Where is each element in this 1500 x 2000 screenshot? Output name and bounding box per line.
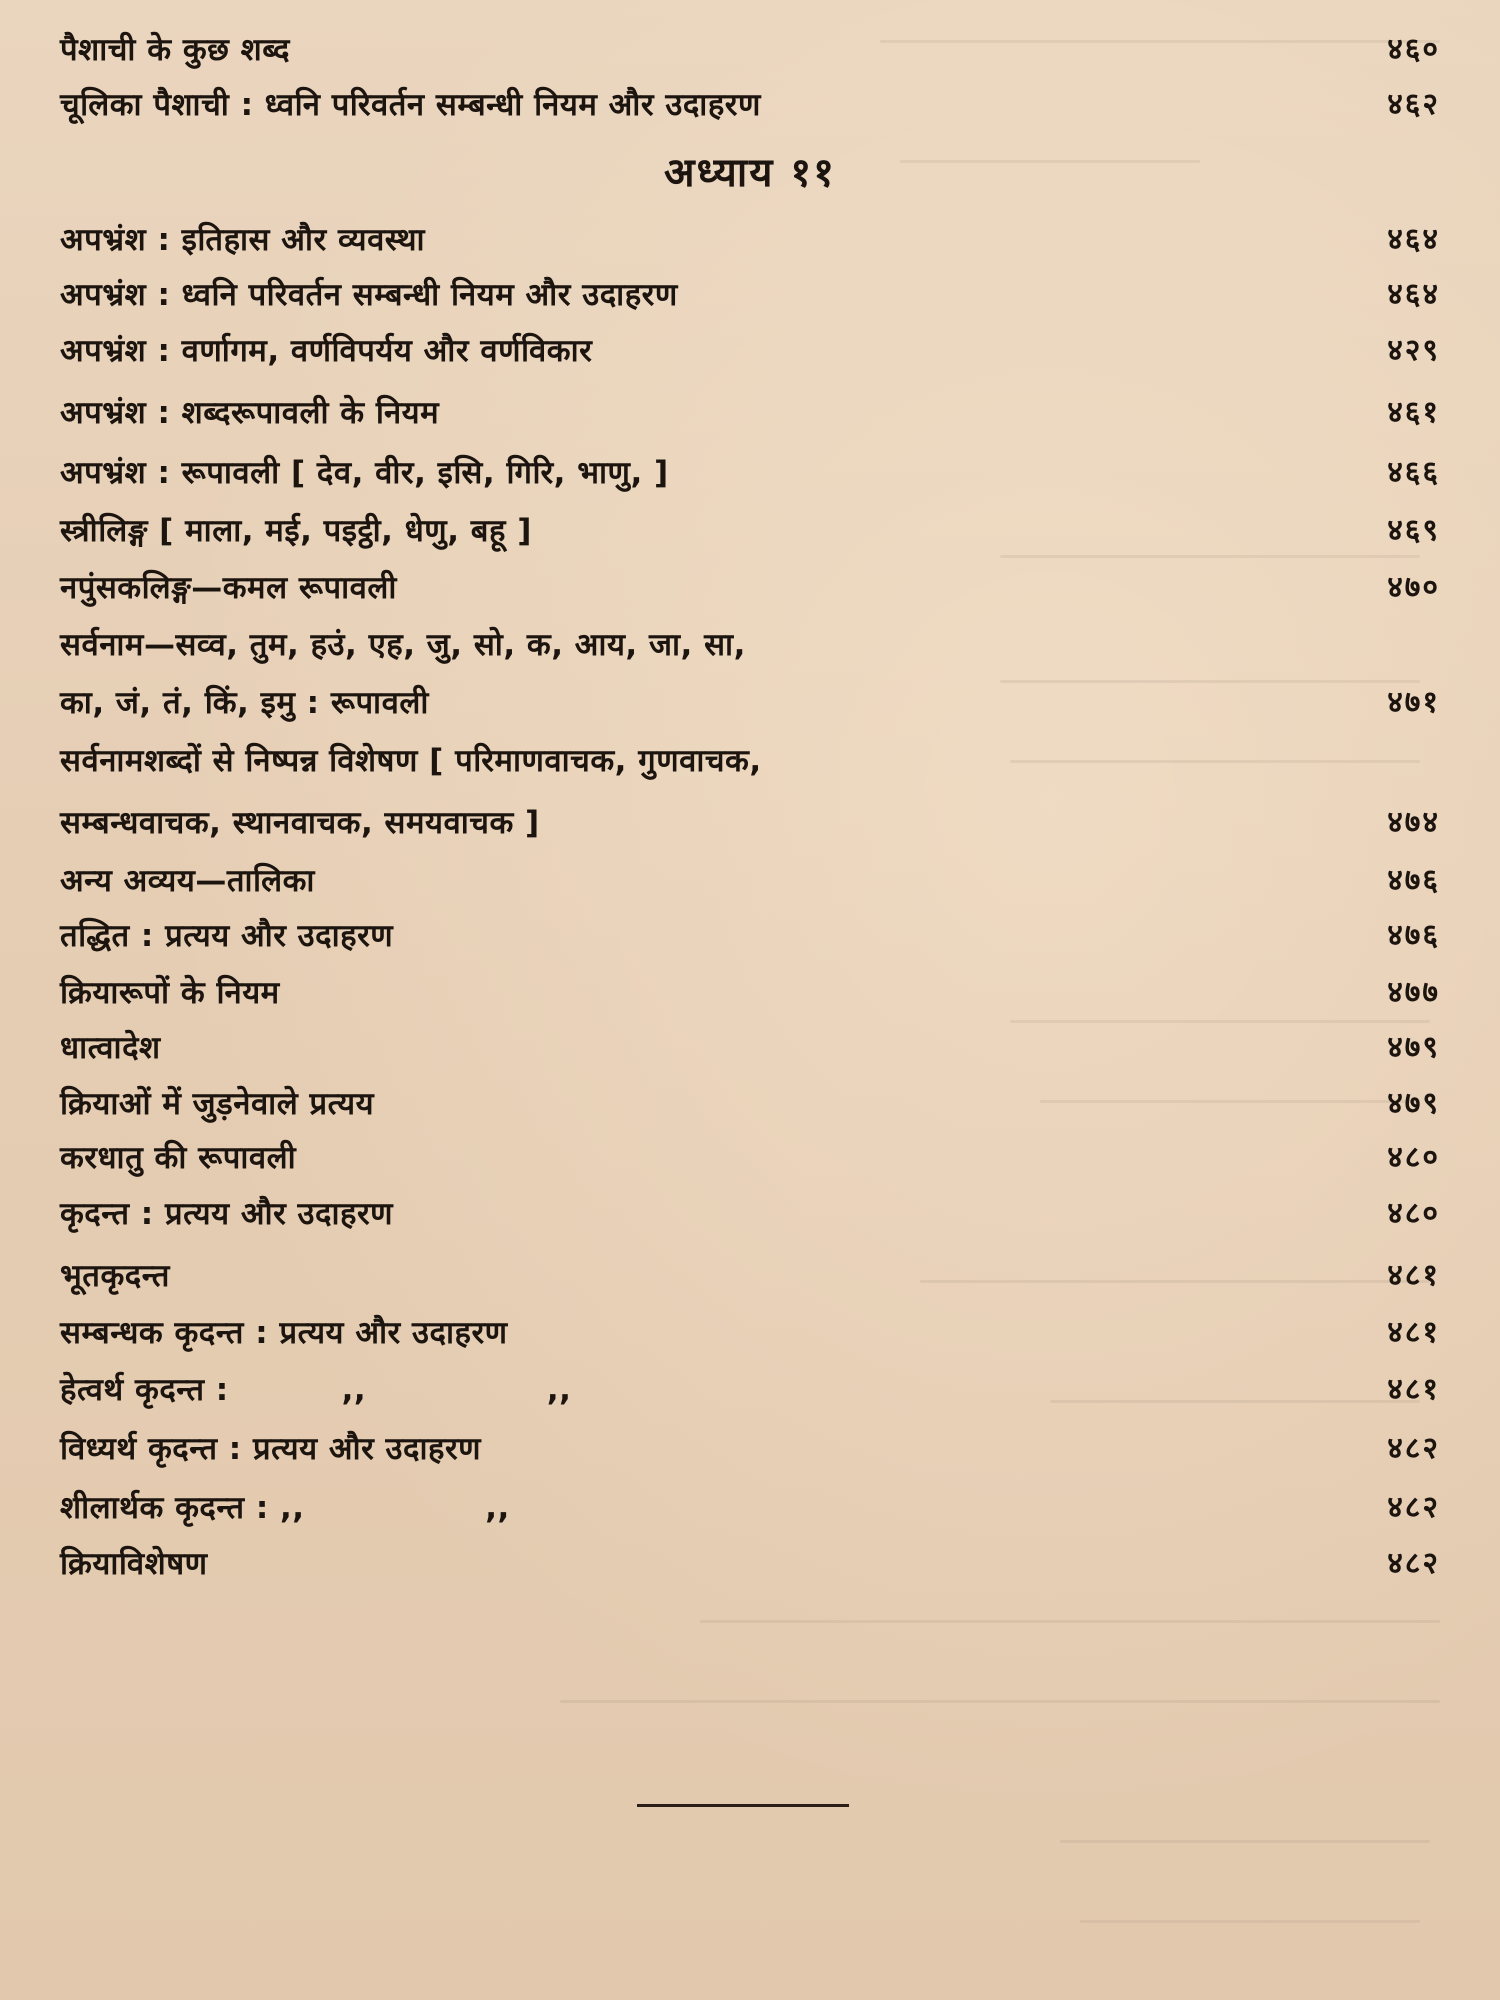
toc-entry-title: अपभ्रंश : रूपावली [ देव, वीर, इसि, गिरि, भाणु, ]: [60, 455, 669, 491]
toc-entry-title: करधातु की रूपावली: [60, 1140, 297, 1176]
toc-entry-page: ४८२: [1387, 1546, 1440, 1581]
toc-entry-page: ४७४: [1387, 805, 1440, 840]
toc-entry-title: क्रियाविशेषण: [60, 1546, 208, 1582]
toc-entry-page: ४७०: [1387, 570, 1440, 605]
toc-entry-title: सर्वनामशब्दों से निष्पन्न विशेषण [ परिमाणवाचक, गुणवाचक,: [60, 743, 762, 779]
toc-entry-page: ४६१: [1387, 395, 1440, 430]
bleed-through-line: [700, 1620, 1440, 1623]
toc-entry-title: अपभ्रंश : ध्वनि परिवर्तन सम्बन्धी नियम और उदाहरण: [60, 277, 678, 313]
toc-entry-page: ४७९: [1387, 1086, 1440, 1121]
end-rule: [637, 1804, 849, 1807]
toc-entry[interactable]: [60, 209, 1440, 271]
toc-entry[interactable]: [60, 74, 1440, 136]
toc-entry-page: ४६०: [1387, 32, 1440, 67]
toc-entry-page: ४६६: [1387, 455, 1440, 490]
toc-entry-title: विध्यर्थ कृदन्त : प्रत्यय और उदाहरण: [60, 1431, 482, 1467]
toc-entry[interactable]: [60, 730, 1440, 792]
toc-entry[interactable]: [60, 614, 1440, 676]
toc-entry-page: ४६२: [1387, 87, 1440, 122]
toc-entry-title: सम्बन्धक कृदन्त : प्रत्यय और उदाहरण: [60, 1315, 508, 1351]
toc-entry[interactable]: [60, 320, 1440, 382]
toc-entry[interactable]: [60, 905, 1440, 967]
toc-entry-page: ४७६: [1387, 918, 1440, 953]
toc-entry-title: सम्बन्धवाचक, स्थानवाचक, समयवाचक ]: [60, 805, 540, 841]
toc-entry-page: ४७७: [1387, 975, 1440, 1010]
toc-entry-title: नपुंसकलिङ्ग—कमल रूपावली: [60, 570, 397, 606]
toc-entry-title: सर्वनाम—सव्व, तुम, हउं, एह, जु, सो, क, आय, जा, सा,: [60, 627, 746, 663]
chapter-heading: अध्याय ११: [664, 150, 836, 196]
toc-entry-title: स्त्रीलिङ्ग [ माला, मई, पइट्ठी, धेणु, बहू ]: [60, 513, 532, 549]
toc-entry-title: अपभ्रंश : इतिहास और व्यवस्था: [60, 222, 426, 258]
toc-entry-title: अपभ्रंश : वर्णागम, वर्णविपर्यय और वर्णविकार: [60, 333, 593, 369]
toc-entry-title: धात्वादेश: [60, 1030, 161, 1066]
toc-entry[interactable]: [60, 792, 1440, 854]
toc-entry-page: ४८०: [1387, 1196, 1440, 1231]
toc-entry[interactable]: [60, 442, 1440, 504]
toc-entry-title: अन्य अव्यय—तालिका: [60, 863, 315, 899]
toc-entry-page: ४६४: [1387, 222, 1440, 257]
toc-entry[interactable]: [60, 850, 1440, 912]
bleed-through-line: [560, 1700, 1440, 1703]
toc-entry[interactable]: [60, 19, 1440, 81]
toc-entry[interactable]: [60, 1418, 1440, 1480]
toc-entry[interactable]: [60, 1477, 1440, 1539]
toc-entry-page: ४७६: [1387, 863, 1440, 898]
toc-entry-page: ४८२: [1387, 1490, 1440, 1525]
toc-entry[interactable]: [60, 382, 1440, 444]
bleed-through-line: [1080, 1920, 1420, 1923]
toc-entry[interactable]: [60, 264, 1440, 326]
toc-entry-page: ४८२: [1387, 1431, 1440, 1466]
toc-entry[interactable]: [60, 672, 1440, 734]
toc-entry-title: क्रियारूपों के नियम: [60, 975, 280, 1011]
toc-entry-page: ४६४: [1387, 277, 1440, 312]
toc-entry[interactable]: [60, 1183, 1440, 1245]
toc-entry-page: ४८०: [1387, 1140, 1440, 1175]
toc-entry[interactable]: [60, 1073, 1440, 1135]
toc-entry[interactable]: [60, 1017, 1440, 1079]
toc-entry-title: शीलार्थक कृदन्त : ,, ,,: [60, 1490, 510, 1526]
toc-entry-page: ४८१: [1387, 1372, 1440, 1407]
toc-entry[interactable]: [60, 1302, 1440, 1364]
toc-entry[interactable]: [60, 1359, 1440, 1421]
toc-entry-page: ४२९: [1387, 333, 1440, 368]
toc-entry[interactable]: [60, 962, 1440, 1024]
toc-entry-page: ४८१: [1387, 1315, 1440, 1350]
toc-entry-title: हेत्वर्थ कृदन्त : ,, ,,: [60, 1372, 572, 1408]
toc-entry-title: अपभ्रंश : शब्दरूपावली के नियम: [60, 395, 440, 431]
toc-entry[interactable]: [60, 1533, 1440, 1595]
toc-entry-title: का, जं, तं, किं, इमु : रूपावली: [60, 685, 429, 721]
toc-entry-page: ४८१: [1387, 1258, 1440, 1293]
toc-entry[interactable]: [60, 1245, 1440, 1307]
toc-entry-title: चूलिका पैशाची : ध्वनि परिवर्तन सम्बन्धी नियम और उदाहरण: [60, 87, 761, 123]
toc-entry-title: क्रियाओं में जुड़नेवाले प्रत्यय: [60, 1086, 375, 1122]
bleed-through-line: [1060, 1840, 1430, 1843]
toc-entry-title: पैशाची के कुछ शब्द: [60, 32, 291, 68]
toc-entry-page: ४६९: [1387, 513, 1440, 548]
toc-entry-title: कृदन्त : प्रत्यय और उदाहरण: [60, 1196, 394, 1232]
toc-entry[interactable]: [60, 557, 1440, 619]
toc-entry-title: तद्धित : प्रत्यय और उदाहरण: [60, 918, 394, 954]
toc-entry-page: ४७९: [1387, 1030, 1440, 1065]
toc-entry-page: ४७१: [1387, 685, 1440, 720]
toc-entry-title: भूतकृदन्त: [60, 1258, 170, 1294]
toc-entry[interactable]: [60, 500, 1440, 562]
toc-entry[interactable]: [60, 1127, 1440, 1189]
